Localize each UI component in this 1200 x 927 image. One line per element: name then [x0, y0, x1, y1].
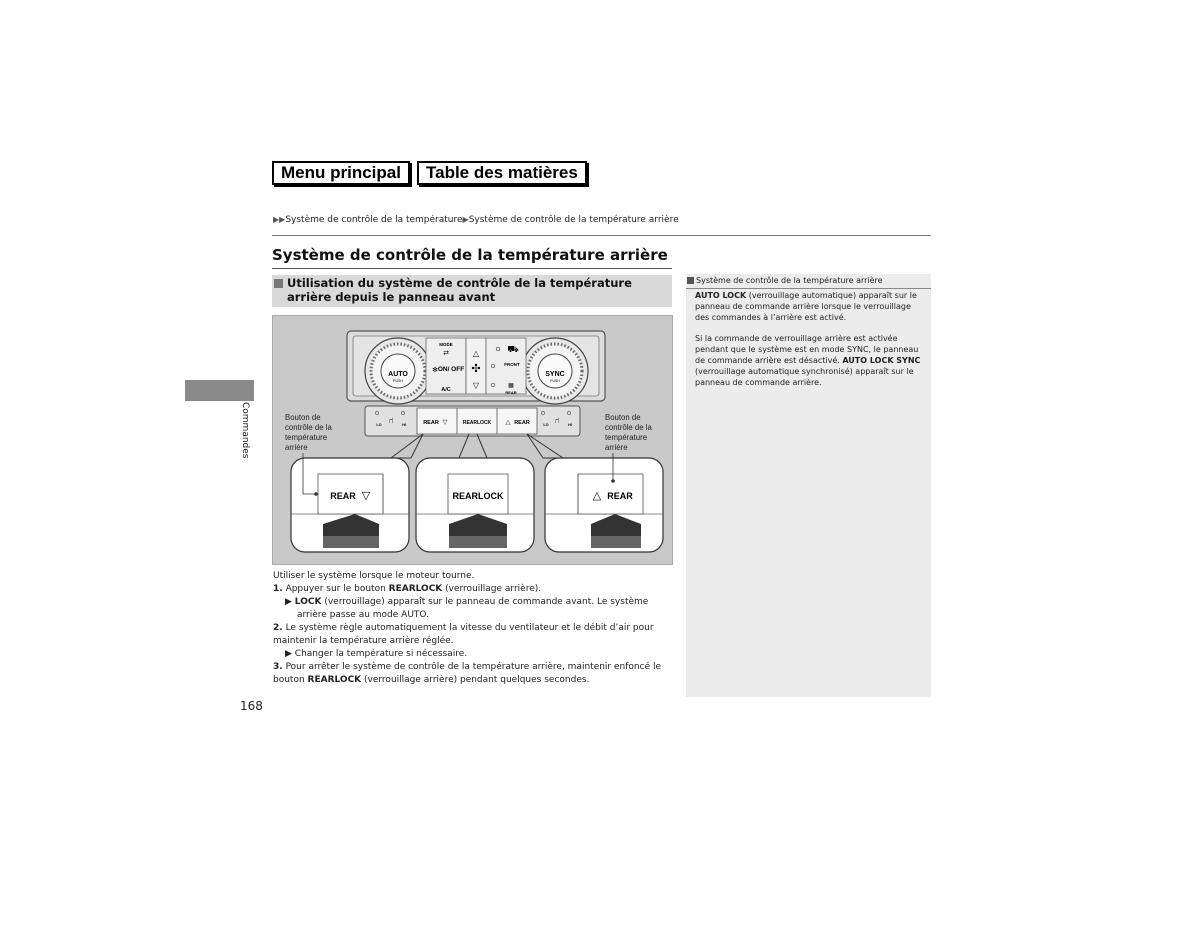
intro-text: Utiliser le système lorsque le moteur tourne.: [273, 571, 475, 581]
front-label: FRONT: [504, 362, 520, 367]
note-title: Système de contrôle de la température arrière: [686, 275, 931, 289]
step-2-result: ▶ Changer la température si nécessaire.: [285, 649, 468, 659]
section-heading-text: Utilisation du système de contrôle de la température arrière depuis le panneau avant: [287, 276, 632, 304]
ac-label: A/C: [441, 387, 451, 393]
breadcrumb: [273, 215, 679, 225]
zoom-rearlock-label: REARLOCK: [452, 491, 504, 501]
fan-icon: ✣: [471, 363, 481, 375]
seat-icon: ⑁: [554, 416, 560, 425]
rear-label: REAR: [505, 390, 517, 395]
step-3: 3. Pour arrêter le système de contrôle de la température arrière, maintenir enfoncé le bouton REARLOCK (verrouillage arrière) pendant quelques secondes.: [273, 662, 662, 685]
zoom-rear-up-label: REAR: [607, 491, 633, 501]
fan-small-icon: ✻: [432, 367, 438, 374]
note-paragraph-2: Si la commande de verrouillage arrière est activée pendant que le système est en mode SYNC, le panneau de commande arrière est désactivé. AUTO LOCK SYNC (verrouillage automatique synchronisé) apparaît sur le panneau de commande arrière.: [695, 334, 921, 387]
zoom-rear-down-label: REAR: [330, 491, 356, 501]
zoom-rearlock: [416, 458, 534, 552]
dial-left-label: AUTO: [388, 371, 408, 378]
result-arrow-icon: ▶: [285, 597, 292, 607]
table-des-matieres-button[interactable]: Table des matières: [417, 161, 587, 185]
page-title: Système de contrôle de la température arrière: [272, 246, 668, 264]
breadcrumb-arrow-icon: ▶▶: [273, 215, 286, 224]
note-sidebar: [686, 274, 931, 697]
section-heading: [272, 275, 672, 307]
on-off-label: ON/ OFF: [437, 366, 465, 373]
step-1-result: ▶ LOCK (verrouillage) apparaît sur le panneau de commande avant. Le système arrière passe au mode AUTO.: [285, 597, 649, 620]
page-number: 168: [240, 699, 263, 713]
step-2: 2. Le système règle automatiquement la vitesse du ventilateur et le débit d’air pour maintenir la température arrière réglée.: [273, 623, 654, 646]
divider: [272, 235, 931, 236]
note-body: [695, 290, 923, 398]
seat-hi-right: HI: [568, 423, 572, 427]
small-up-icon: △: [505, 419, 511, 426]
dial-right-label: SYNC: [545, 371, 565, 378]
control-panel-illustration: [272, 315, 673, 565]
rear-defrost-icon: ▦: [508, 383, 514, 389]
zoom-rear-down: [291, 458, 409, 552]
callout-left: Bouton de contrôle de la température arrière: [285, 413, 332, 452]
chapter-tab[interactable]: [185, 380, 254, 401]
dial-right-sub: PUSH: [550, 379, 560, 383]
zoom-up-icon: △: [592, 490, 602, 502]
seat-icon: ⑁: [388, 416, 394, 425]
step-1: 1. Appuyer sur le bouton REARLOCK (verrouillage arrière).: [273, 584, 542, 594]
breadcrumb-arrow-icon: ▶: [462, 215, 469, 224]
small-rear-down-label: REAR: [423, 420, 439, 426]
control-panel-drawing: [273, 316, 673, 565]
chapter-tab-label: Commandes: [240, 402, 250, 459]
seat-lo-left: LO: [376, 423, 382, 427]
mode-icon: ⇄: [443, 350, 449, 357]
breadcrumb-item[interactable]: Système de contrôle de la température arrière: [468, 215, 679, 225]
small-rear-up-label: REAR: [514, 420, 530, 426]
seat-hi-left: HI: [402, 423, 406, 427]
breadcrumb-item[interactable]: Système de contrôle de la température: [285, 215, 463, 225]
left-temperature-dial: [365, 338, 431, 404]
section-square-icon: [274, 279, 283, 288]
note-paragraph-1: AUTO LOCK (verrouillage automatique) apparaît sur le panneau de commande arrière lorsque le verrouillage des commandes à l’arrière est activé.: [695, 291, 917, 322]
result-arrow-icon: ▶: [285, 649, 292, 659]
small-rearlock-label: REARLOCK: [462, 420, 492, 426]
menu-principal-button[interactable]: Menu principal: [272, 161, 410, 185]
title-underline: [272, 268, 672, 269]
note-icon: [687, 277, 694, 284]
right-temperature-dial: [522, 338, 588, 404]
fan-up-icon: △: [472, 349, 480, 358]
fan-down-icon: ▽: [472, 381, 480, 390]
zoom-rear-up: [545, 458, 663, 552]
recirculation-icon: ⛟: [507, 344, 519, 354]
dial-left-sub: PUSH: [393, 379, 403, 383]
zoom-down-icon: ▽: [361, 490, 371, 502]
mode-label: MODE: [439, 342, 453, 347]
small-down-icon: ▽: [442, 419, 448, 426]
instructions: [273, 570, 673, 687]
seat-lo-right: LO: [543, 423, 549, 427]
callout-right: Bouton de contrôle de la température arrière: [605, 413, 652, 452]
